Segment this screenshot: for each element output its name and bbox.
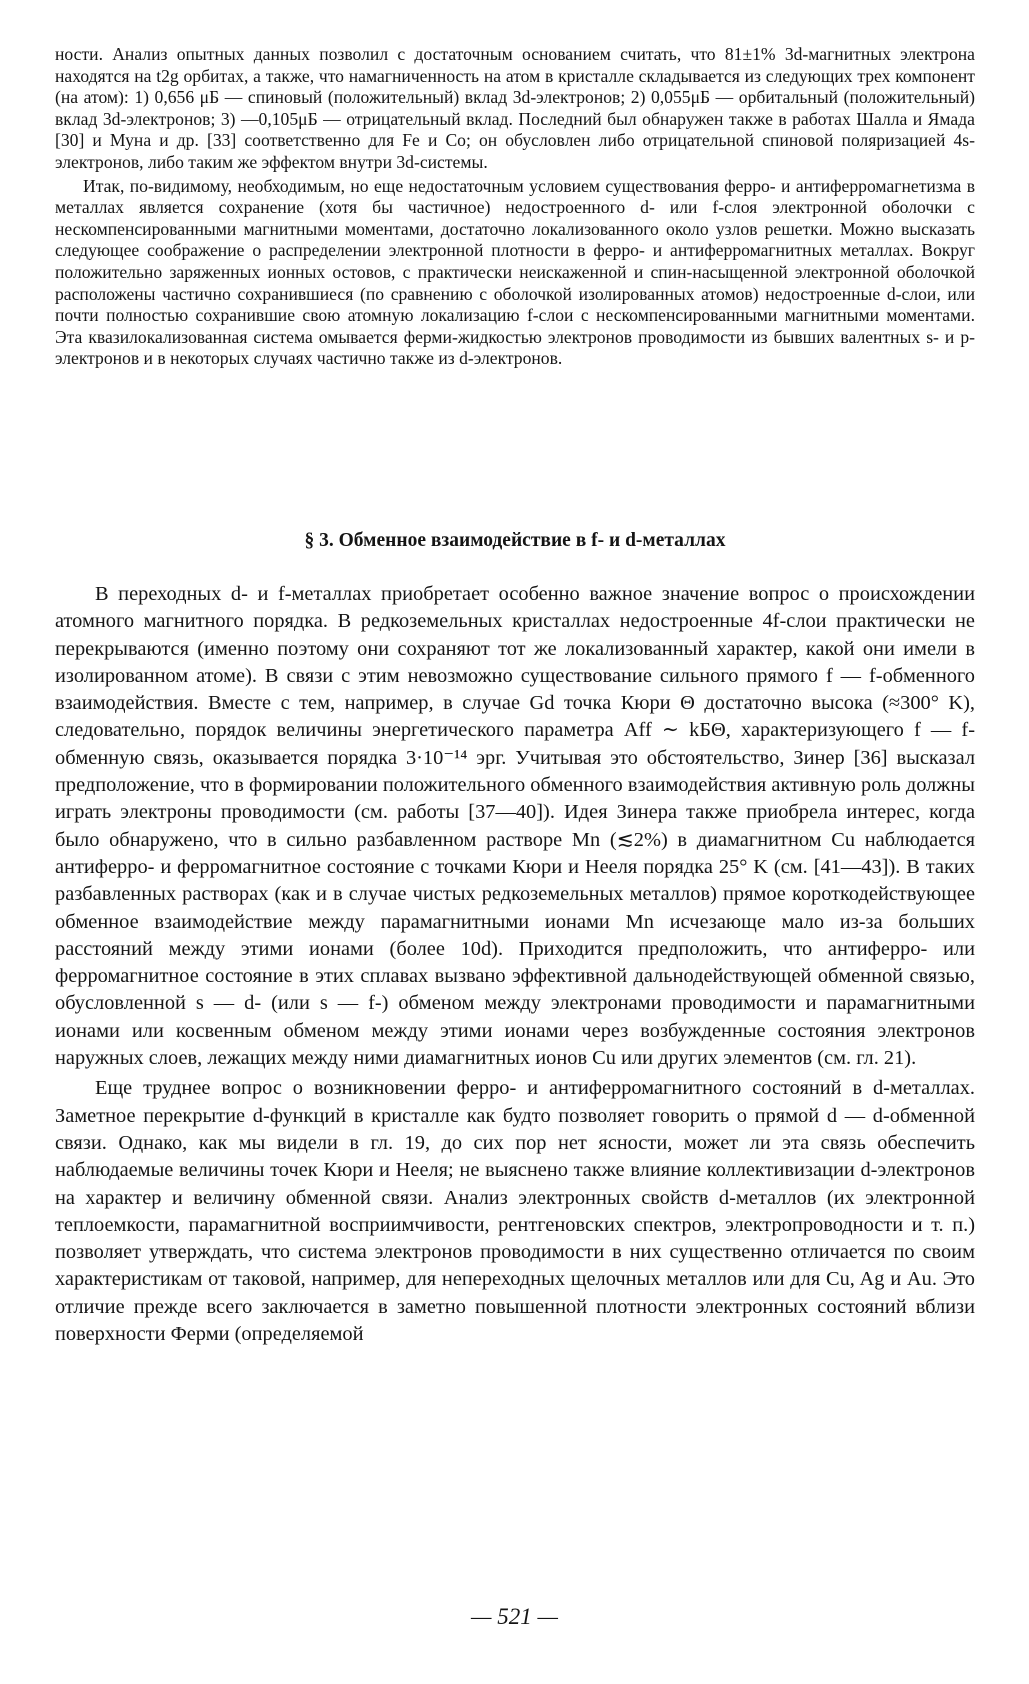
main-text-block [55,581,975,1348]
section-heading: § 3. Обменное взаимодействие в f- и d-металлах [304,530,726,551]
paragraph: В переходных d- и f-металлах приобретает особенно важное значение вопрос о происхождении атомного магнитного порядка. В редкоземельных кристаллах недостроенные 4f-слои практически не перекрываются (именно поэтому они сохраняют тот же локализованный характер, какой они имели в изолированном атоме). В связи с этим невозможно существование сильного прямого f — f-обменного взаимодействия. Вместе с тем, например, в случае Gd точка Кюри Θ достаточно высока (≈300° K), следовательно, порядок величины энергетического параметра Aff ∼ kБΘ, характеризующего f — f-обменную связь, оказывается порядка 3·10⁻¹⁴ эрг. Учитывая это обстоятельство, Зинер [36] высказал предположение, что в формировании положительного обменного взаимодействия активную роль должны играть электроны проводимости (см. работы [37—40]). Идея Зинера также приобрела интерес, когда было обнаружено, что в сильно разбавленном растворе Mn (≲2%) в диамагнитном Cu наблюдается антиферро- и ферромагнитное состояние с точками Кюри и Нееля порядка 25° K (см. [41—43]). В таких разбавленных растворах (как и в случае чистых редкоземельных металлов) прямое короткодействующее обменное взаимодействие между парамагнитными ионами Mn исчезающе мало из-за больших расстояний между этими ионами (более 10d). Приходится предположить, что антиферро- или ферромагнитное состояние в этих сплавах вызвано эффективной дальнодействующей обменной связью, обусловленной s — d- (или s — f-) обменом между электронами проводимости и парамагнитными ионами или косвенным обменом между этими ионами через возбужденные состояния электронов наружных слоев, лежащих между ними диамагнитных ионов Cu или других элементов (см. гл. 21). [55,583,975,1070]
paragraph: Еще труднее вопрос о возникновении ферро- и антиферромагнитного состояний в d-металлах. Заметное перекрытие d-функций в кристалле как будто позволяет говорить о прямой d — d-обменной связи. Однако, как мы видели в гл. 19, до сих пор нет ясности, может ли эта связь обеспечить наблюдаемые величины точек Кюри и Нееля; не выяснено также влияние коллективизации d-электронов на характер и величину обменной связи. Анализ электронных свойств d-металлов (их электронной теплоемкости, парамагнитной восприимчивости, рентгеновских спектров, электропроводности и т. п.) позволяет утверждать, что система электронов проводимости в них существенно отличается по своим характеристикам от таковой, например, для непереходных щелочных металлов или для Cu, Ag и Au. Это отличие прежде всего заключается в заметно повышенной плотности электронных состояний вблизи поверхности Ферми (определяемой [55,1077,975,1346]
paragraph: Итак, по-видимому, необходимым, но еще недостаточным условием существования ферро- и антиферромагнетизма в металлах является сохранение (хотя бы частичное) недостроенного d- или f-слоя электронной оболочки с нескомпенсированными магнитными моментами, достаточно локализованного около узлов решетки. Можно высказать следующее соображение о распределении электронной плотности в ферро- и антиферромагнитных металлах. Вокруг положительно заряженных ионных остовов, с практически неискаженной и спин-насыщенной электронной оболочкой расположены частично сохранившиеся (по сравнению с оболочкой изолированных атомов) недостроенные d-слои, или почти полностью сохранившие свою атомную локализацию f-слои с нескомпенсированными магнитными моментами. Эта квазилокализованная система омывается ферми-жидкостью электронов проводимости из бывших валентных s- и p-электронов и в некоторых случаях частично также из d-электронов. [55,175,975,369]
paragraph: ности. Анализ опытных данных позволил с достаточным основанием считать, что 81±1% 3d-магнитных электрона находятся на t2g орбитах, а также, что намагниченность на атом в кристалле складывается из следующих трех компонент (на атом): 1) 0,656 μБ — спиновый (положительный) вклад 3d-электронов; 2) 0,055μБ — орбитальный (положительный) вклад 3d-электронов; 3) —0,105μБ — отрицательный вклад. Последний был обнаружен также в работах Шалла и Ямада [30] и Муна и др. [33] соответственно для Fe и Co; он обусловлен либо отрицательной спиновой поляризацией 4s-электронов, либо таким же эффектом внутри 3d-системы. [55,44,976,172]
page-number: — 521 — [471,1604,558,1629]
page-body [55,44,976,1346]
small-print-block [55,44,975,370]
